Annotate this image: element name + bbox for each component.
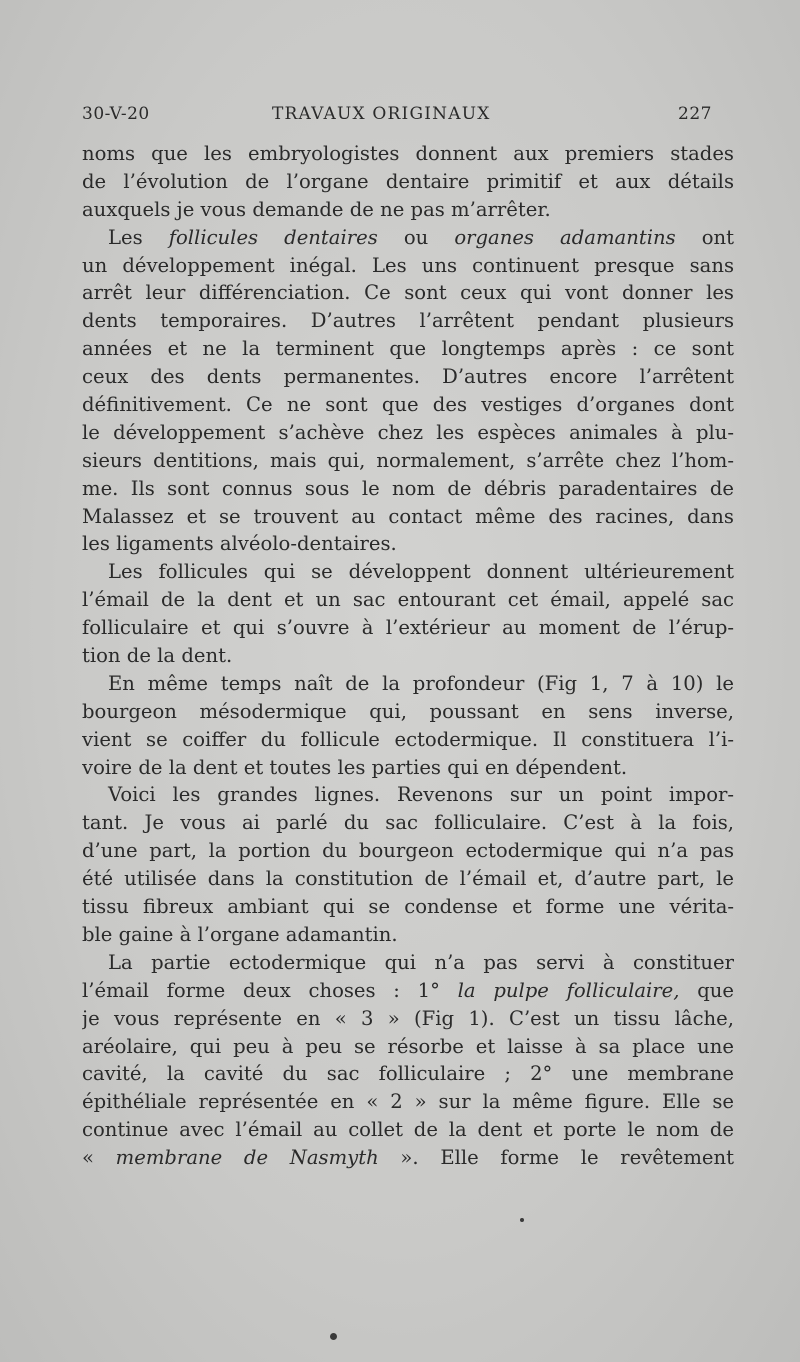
text-segment: définitivement. Ce ne sont que des vestiges d’organes dont bbox=[82, 393, 734, 417]
text-line bbox=[82, 168, 734, 196]
text-line bbox=[82, 530, 734, 558]
text-segment: les ligaments alvéolo-dentaires. bbox=[82, 532, 397, 556]
text-segment: Voici les grandes lignes. Revenons sur un point impor- bbox=[108, 783, 734, 807]
text-line bbox=[82, 642, 734, 670]
text-line bbox=[82, 586, 734, 614]
text-line bbox=[82, 1088, 734, 1116]
text-segment: bourgeon mésodermique qui, poussant en sens inverse, bbox=[82, 699, 734, 723]
text-segment: ceux des dents permanentes. D’autres encore l’arrêtent bbox=[82, 365, 734, 389]
text-line bbox=[82, 977, 734, 1005]
text-line bbox=[82, 475, 734, 503]
text-segment: me. Ils sont connus sous le nom de débris paradentaires de bbox=[82, 476, 734, 500]
text-segment: ont bbox=[675, 225, 734, 249]
text-segment: l’émail forme deux choses : 1° bbox=[82, 978, 458, 1002]
text-line bbox=[82, 670, 734, 698]
text-segment: que bbox=[679, 978, 734, 1002]
italic-term: organes adamantins bbox=[454, 225, 676, 249]
text-line bbox=[82, 921, 734, 949]
text-line bbox=[82, 279, 734, 307]
text-line bbox=[82, 754, 734, 782]
text-line bbox=[82, 1144, 734, 1172]
text-segment: La partie ectodermique qui n’a pas servi à constituer bbox=[108, 950, 734, 974]
text-segment: vient se coiffer du follicule ectodermique. Il constituera l’i- bbox=[82, 727, 734, 751]
text-segment: je vous représente en « 3 » (Fig 1). C’est un tissu lâche, bbox=[82, 1006, 734, 1030]
text-line bbox=[82, 391, 734, 419]
text-segment: l’émail de la dent et un sac entourant cet émail, appelé sac bbox=[82, 588, 734, 612]
text-segment: arrêt leur différenciation. Ce sont ceux qui vont donner les bbox=[82, 281, 734, 305]
text-segment: continue avec l’émail au collet de la dent et porte le nom de bbox=[82, 1118, 734, 1142]
text-line bbox=[82, 1116, 734, 1144]
text-segment: cavité, la cavité du sac folliculaire ; 2° une membrane bbox=[82, 1062, 734, 1086]
text-segment: En même temps naît de la profondeur (Fig 1, 7 à 10) le bbox=[108, 671, 734, 695]
text-line bbox=[82, 1033, 734, 1061]
text-line bbox=[82, 614, 734, 642]
text-line bbox=[82, 1005, 734, 1033]
ink-speck bbox=[520, 1218, 524, 1222]
italic-term: follicules dentaires bbox=[168, 225, 378, 249]
text-segment: tissu fibreux ambiant qui se condense et forme une vérita- bbox=[82, 895, 734, 919]
text-line bbox=[82, 837, 734, 865]
text-segment: été utilisée dans la constitution de l’émail et, d’autre part, le bbox=[82, 867, 734, 891]
text-segment: auxquels je vous demande de ne pas m’arrêter. bbox=[82, 197, 551, 221]
text-line bbox=[82, 558, 734, 586]
text-line bbox=[82, 140, 734, 168]
text-segment: ou bbox=[377, 225, 455, 249]
text-segment: noms que les embryologistes donnent aux premiers stades bbox=[82, 142, 734, 165]
text-line bbox=[82, 893, 734, 921]
text-line bbox=[82, 224, 734, 252]
text-line bbox=[82, 726, 734, 754]
text-line bbox=[82, 419, 734, 447]
body-text bbox=[82, 140, 734, 1172]
page-header bbox=[82, 104, 712, 134]
text-segment: tant. Je vous ai parlé du sac folliculaire. C’est à la fois, bbox=[82, 811, 734, 835]
text-segment: le développement s’achève chez les espèces animales à plu- bbox=[82, 420, 734, 444]
running-title: TRAVAUX ORIGINAUX bbox=[272, 104, 491, 124]
text-segment: Les bbox=[108, 225, 169, 249]
text-line bbox=[82, 447, 734, 475]
text-line bbox=[82, 307, 734, 335]
text-line bbox=[82, 865, 734, 893]
text-segment: ble gaine à l’organe adamantin. bbox=[82, 922, 398, 946]
text-line bbox=[82, 196, 734, 224]
text-line bbox=[82, 781, 734, 809]
text-segment: d’une part, la portion du bourgeon ectodermique qui n’a pas bbox=[82, 839, 734, 863]
text-segment: voire de la dent et toutes les parties qui en dépendent. bbox=[82, 755, 628, 779]
header-date: 30-V-20 bbox=[82, 104, 150, 124]
italic-term: la pulpe folliculaire, bbox=[457, 978, 680, 1002]
text-line bbox=[82, 949, 734, 977]
italic-term: membrane de Nasmyth bbox=[115, 1146, 379, 1170]
text-line bbox=[82, 698, 734, 726]
text-segment: folliculaire et qui s’ouvre à l’extérieur au moment de l’érup- bbox=[82, 616, 734, 640]
text-line bbox=[82, 1060, 734, 1088]
text-segment: années et ne la terminent que longtemps après : ce sont bbox=[82, 337, 734, 361]
text-line bbox=[82, 335, 734, 363]
text-line bbox=[82, 503, 734, 531]
text-line bbox=[82, 252, 734, 280]
text-segment: épithéliale représentée en « 2 » sur la même figure. Elle se bbox=[82, 1090, 734, 1114]
text-line bbox=[82, 363, 734, 391]
text-segment: Malassez et se trouvent au contact même des racines, dans bbox=[82, 504, 734, 528]
page-number: 227 bbox=[678, 104, 712, 124]
text-segment: aréolaire, qui peu à peu se résorbe et laisse à sa place une bbox=[82, 1034, 734, 1058]
text-segment: « bbox=[82, 1146, 116, 1170]
text-segment: un développement inégal. Les uns continuent presque sans bbox=[82, 253, 734, 277]
text-segment: ». Elle forme le revêtement bbox=[378, 1146, 734, 1170]
ink-speck bbox=[330, 1333, 337, 1340]
text-segment: tion de la dent. bbox=[82, 644, 233, 668]
text-line bbox=[82, 809, 734, 837]
text-segment: sieurs dentitions, mais qui, normalement, s’arrête chez l’hom- bbox=[82, 448, 734, 472]
text-segment: dents temporaires. D’autres l’arrêtent pendant plusieurs bbox=[82, 309, 734, 333]
text-segment: de l’évolution de l’organe dentaire primitif et aux détails bbox=[82, 169, 734, 193]
text-segment: Les follicules qui se développent donnent ultérieurement bbox=[108, 560, 734, 584]
